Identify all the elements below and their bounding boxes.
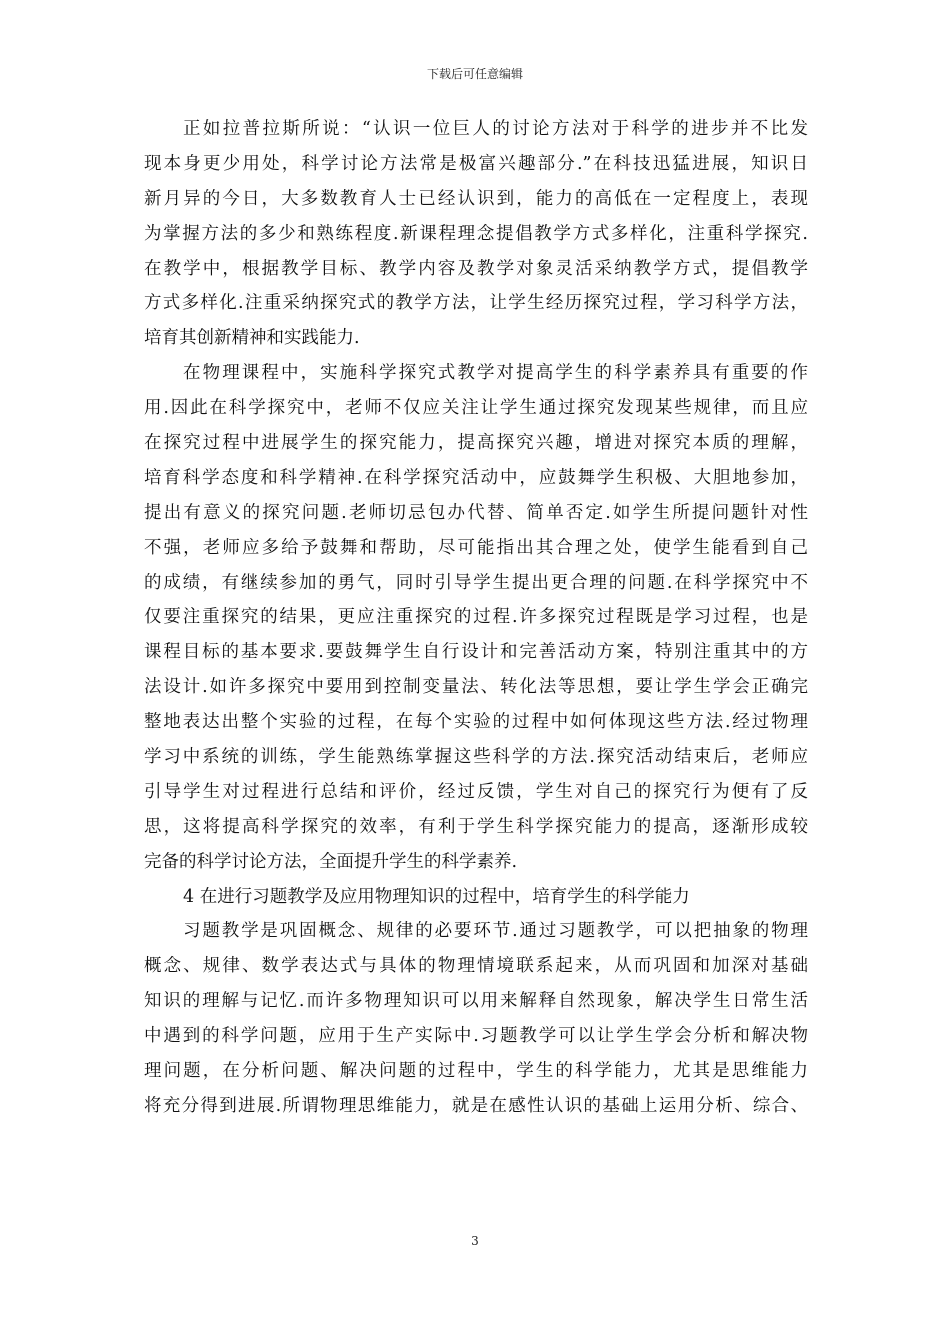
text-line: 在教学中，根据教学目标、教学内容及教学对象灵活采纳教学方式，提倡教学 xyxy=(144,258,808,279)
text-line: 完备的科学讨论方法，全面提升学生的科学素养. xyxy=(144,851,518,872)
text-line: 为掌握方法的多少和熟练程度.新课程理念提倡教学方式多样化，注重科学探究. xyxy=(144,223,808,244)
document-body xyxy=(144,112,808,1124)
text-line: 课程目标的基本要求.要鼓舞学生自行设计和完善活动方案，特别注重其中的方 xyxy=(144,642,808,663)
paragraph xyxy=(144,914,808,1123)
text-line: 的成绩，有继续参加的勇气，同时引导学生提出更合理的问题.在科学探究中不 xyxy=(144,572,808,593)
text-line: 不强，老师应多给予鼓舞和帮助，尽可能指出其合理之处，使学生能看到自己 xyxy=(144,537,808,558)
page-header: 下载后可任意编辑 xyxy=(426,67,523,81)
text-line: 思，这将提高科学探究的效率，有利于学生科学探究能力的提高，逐渐形成较 xyxy=(144,816,808,837)
paragraph xyxy=(144,112,808,356)
text-line: 培育其创新精神和实践能力. xyxy=(144,328,360,349)
text-line: 将充分得到进展.所谓物理思维能力，就是在感性认识的基础上运用分析、综合、 xyxy=(144,1095,808,1116)
text-line: 新月异的今日，大多数教育人士已经认识到，能力的高低在一定程度上，表现 xyxy=(144,188,808,209)
text-line: 学习中系统的训练，学生能熟练掌握这些科学的方法.探究活动结束后，老师应 xyxy=(144,747,808,768)
page-number: 3 xyxy=(471,1234,479,1248)
text-line: 引导学生对过程进行总结和评价，经过反馈，学生对自己的探究行为便有了反 xyxy=(144,781,808,802)
text-line: 知识的理解与记忆.而许多物理知识可以用来解释自然现象，解决学生日常生活 xyxy=(144,991,808,1012)
text-line: 培育科学态度和科学精神.在科学探究活动中，应鼓舞学生积极、大胆地参加， xyxy=(144,467,808,488)
text-line: 习题教学是巩固概念、规律的必要环节.通过习题教学，可以把抽象的物理 xyxy=(183,921,808,942)
text-line: 提出有意义的探究问题.老师切忌包办代替、简单否定.如学生所提问题针对性 xyxy=(144,502,808,523)
section-heading xyxy=(144,880,808,915)
text-line: 4 在进行习题教学及应用物理知识的过程中，培育学生的科学能力 xyxy=(183,886,690,907)
paragraph xyxy=(144,356,808,879)
text-line: 方式多样化.注重采纳探究式的教学方法，让学生经历探究过程，学习科学方法， xyxy=(144,293,808,314)
text-line: 正如拉普拉斯所说：“认识一位巨人的讨论方法对于科学的进步并不比发 xyxy=(183,119,808,139)
text-line: 用.因此在科学探究中，老师不仅应关注让学生通过探究发现某些规律，而且应 xyxy=(144,398,808,419)
text-line: 现本身更少用处，科学讨论方法常是极富兴趣部分.”在科技迅猛进展，知识日 xyxy=(144,153,808,174)
text-line: 整地表达出整个实验的过程，在每个实验的过程中如何体现这些方法.经过物理 xyxy=(144,712,808,733)
text-line: 在物理课程中，实施科学探究式教学对提高学生的科学素养具有重要的作 xyxy=(183,363,808,384)
text-line: 理问题，在分析问题、解决问题的过程中，学生的科学能力，尤其是思维能力 xyxy=(144,1061,808,1082)
text-line: 法设计.如许多探究中要用到控制变量法、转化法等思想，要让学生学会正确完 xyxy=(144,677,808,698)
text-line: 中遇到的科学问题，应用于生产实际中.习题教学可以让学生学会分析和解决物 xyxy=(144,1026,808,1047)
text-line: 仅要注重探究的结果，更应注重探究的过程.许多探究过程既是学习过程，也是 xyxy=(144,607,808,628)
text-line: 概念、规律、数学表达式与具体的物理情境联系起来，从而巩固和加深对基础 xyxy=(144,956,808,977)
text-line: 在探究过程中进展学生的探究能力，提高探究兴趣，增进对探究本质的理解， xyxy=(144,433,808,454)
